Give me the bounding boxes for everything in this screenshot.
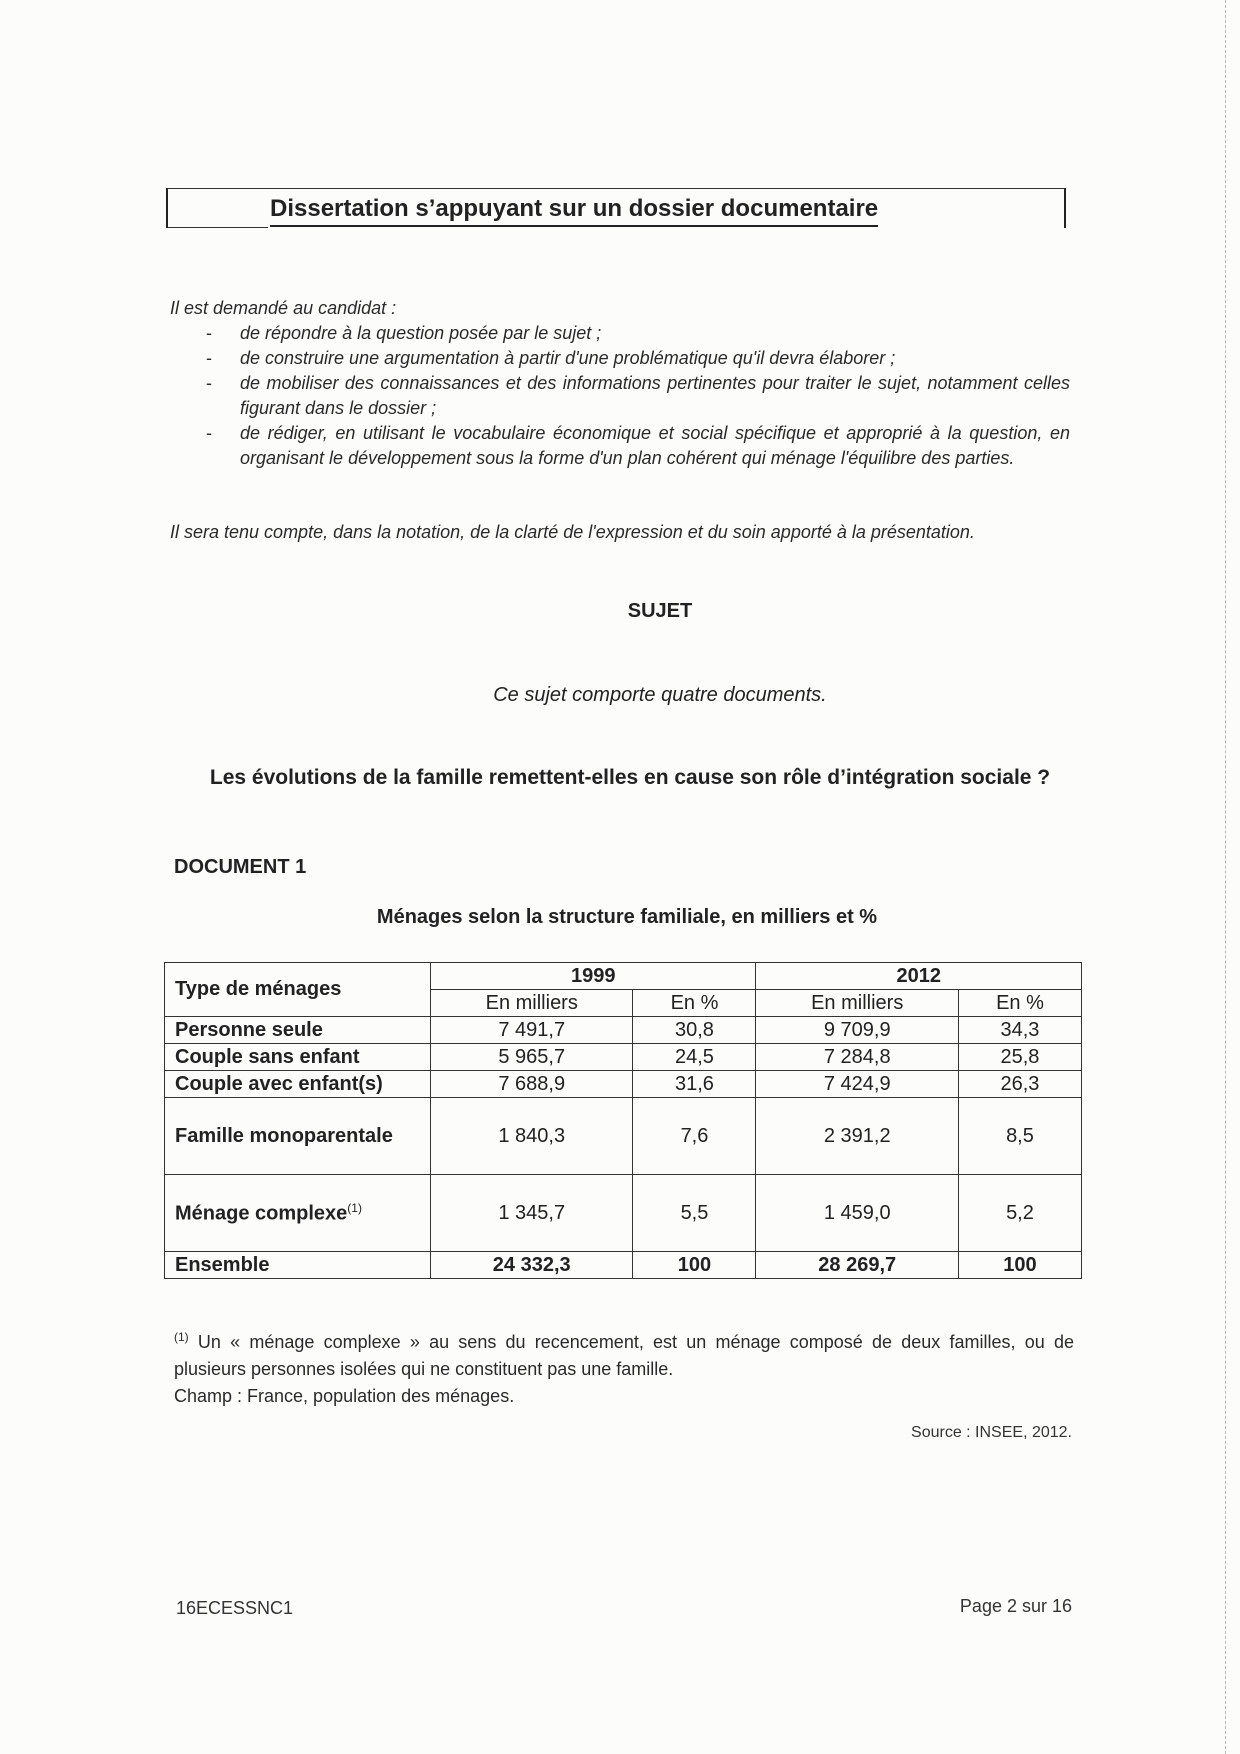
cell-pct-1999: 100 [633, 1252, 756, 1279]
cell-pct-2012: 5,2 [958, 1175, 1081, 1252]
cell-pct-2012: 34,3 [958, 1017, 1081, 1044]
cell-pct-1999: 30,8 [633, 1017, 756, 1044]
cell-milliers-1999: 7 491,7 [431, 1017, 633, 1044]
table-header-row [165, 963, 1082, 990]
sujet-comporte: Ce sujet comporte quatre documents. [493, 684, 827, 706]
table-footnote [174, 1324, 1074, 1410]
cell-pct-2012: 8,5 [958, 1098, 1081, 1175]
cell-pct-2012: 100 [958, 1252, 1081, 1279]
cell-milliers-1999: 1 345,7 [431, 1175, 633, 1252]
col-header-type: Type de ménages [165, 963, 431, 1017]
document-title-box [166, 188, 1066, 228]
footnote-text [174, 1324, 1074, 1383]
table-row [165, 1017, 1082, 1044]
subheader-milliers-2012: En milliers [756, 990, 958, 1017]
cell-milliers-2012: 7 424,9 [756, 1071, 958, 1098]
cell-milliers-1999: 1 840,3 [431, 1098, 633, 1175]
footnote-body: Un « ménage complexe » au sens du recencement, est un ménage composé de deux familles, ou de plusieurs personnes isolées qui ne constituent pas une famille. [174, 1332, 1074, 1379]
table-row [165, 1071, 1082, 1098]
cell-pct-1999: 31,6 [633, 1071, 756, 1098]
row-label-text: Ménage complexe [175, 1202, 348, 1225]
notation-note: Il sera tenu compte, dans la notation, de la clarté de l'expression et du soin apporté à la présentation. [170, 522, 975, 542]
footer-code: 16ECESSNC1 [176, 1598, 294, 1618]
cell-pct-2012: 25,8 [958, 1044, 1081, 1071]
footnote-mark: (1) [174, 1330, 189, 1344]
instruction-item: - de rédiger, en utilisant le vocabulaire économique et social spécifique et approprié à la question, en organisant le développement sous la forme d'un plan cohérent qui ménage l'équilibre des parties. [170, 421, 1070, 471]
row-label: Personne seule [165, 1017, 431, 1044]
footer-page-number: Page 2 sur 16 [959, 1596, 1072, 1616]
col-header-year-2012: 2012 [756, 963, 1082, 990]
instructions-intro: Il est demandé au candidat : [170, 298, 397, 318]
table-row [165, 1175, 1082, 1252]
cell-milliers-2012: 2 391,2 [756, 1098, 958, 1175]
cell-pct-1999: 7,6 [633, 1098, 756, 1175]
col-header-year-1999: 1999 [431, 963, 756, 990]
cell-milliers-2012: 7 284,8 [756, 1044, 958, 1071]
table-title: Ménages selon la structure familiale, en milliers et % [376, 906, 878, 928]
instruction-item: - de mobiliser des connaissances et des informations pertinentes pour traiter le sujet, notamment celles figurant dans le dossier ; [170, 371, 1070, 421]
row-label: Ensemble [165, 1252, 431, 1279]
subheader-pct-1999: En % [633, 990, 756, 1017]
instructions-list [170, 321, 1070, 471]
instructions [170, 296, 1070, 471]
champ-note: Champ : France, population des ménages. [174, 1386, 515, 1406]
sujet-heading: SUJET [627, 600, 693, 622]
table-row [165, 1098, 1082, 1175]
instruction-item: - de construire une argumentation à partir d'une problématique qu'il devra élaborer ; [170, 346, 1070, 371]
row-label: Couple sans enfant [165, 1044, 431, 1071]
row-label: Famille monoparentale [165, 1098, 431, 1175]
row-label: Couple avec enfant(s) [165, 1071, 431, 1098]
cell-milliers-2012: 28 269,7 [756, 1252, 958, 1279]
cell-milliers-1999: 7 688,9 [431, 1071, 633, 1098]
table-row-total [165, 1252, 1082, 1279]
subheader-milliers-1999: En milliers [431, 990, 633, 1017]
cell-pct-2012: 26,3 [958, 1071, 1081, 1098]
cell-pct-1999: 5,5 [633, 1175, 756, 1252]
document-title: Dissertation s’appuyant sur un dossier documentaire [270, 195, 878, 227]
cell-milliers-2012: 9 709,9 [756, 1017, 958, 1044]
table-source: Source : INSEE, 2012. [911, 1424, 1072, 1441]
cell-milliers-2012: 1 459,0 [756, 1175, 958, 1252]
page-edge [1224, 0, 1226, 1754]
instruction-item: - de répondre à la question posée par le sujet ; [170, 321, 1070, 346]
sujet-question: Les évolutions de la famille remettent-elles en cause son rôle d’intégration sociale ? [209, 766, 1051, 789]
menages-table [164, 962, 1082, 1279]
cell-pct-1999: 24,5 [633, 1044, 756, 1071]
document-1-label: DOCUMENT 1 [174, 856, 307, 878]
table-row [165, 1044, 1082, 1071]
footnote-ref: (1) [347, 1200, 362, 1215]
subheader-pct-2012: En % [958, 990, 1081, 1017]
cell-milliers-1999: 24 332,3 [431, 1252, 633, 1279]
cell-milliers-1999: 5 965,7 [431, 1044, 633, 1071]
row-label [165, 1175, 431, 1252]
